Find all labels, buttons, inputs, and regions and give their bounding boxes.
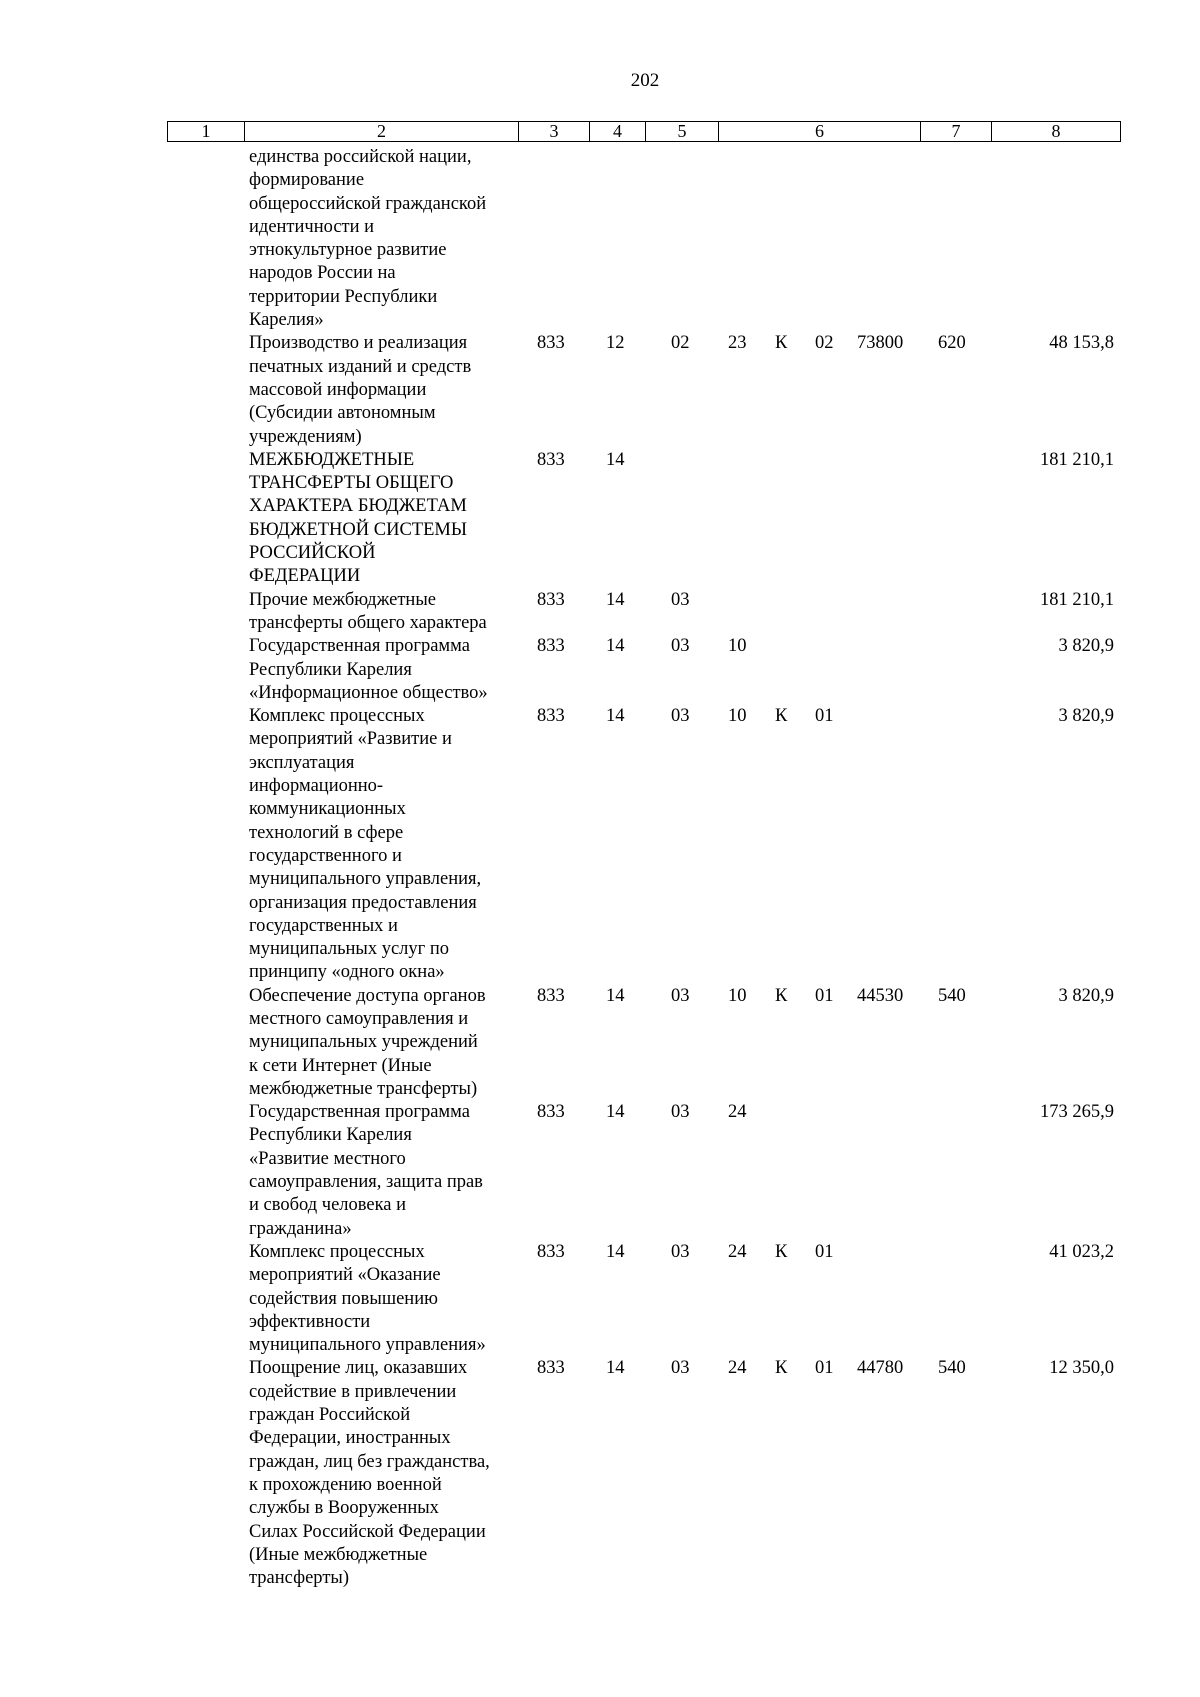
table-body bbox=[0, 146, 1200, 1590]
row-code-complex: 01 bbox=[815, 706, 834, 727]
row-code-section: 14 bbox=[606, 1102, 625, 1123]
header-col-5: 5 bbox=[646, 122, 719, 142]
table-row bbox=[0, 985, 1200, 1101]
row-code-expense-type: 540 bbox=[938, 985, 966, 1006]
row-code-section: 12 bbox=[606, 333, 625, 354]
row-code-admin: 833 bbox=[537, 1102, 565, 1123]
row-code-admin: 833 bbox=[537, 636, 565, 657]
row-code-complex: 01 bbox=[815, 985, 834, 1006]
row-description: Прочие межбюджетные трансферты общего характера bbox=[249, 589, 487, 633]
row-amount: 181 210,1 bbox=[1040, 449, 1114, 470]
row-code-section: 14 bbox=[606, 636, 625, 657]
row-code-admin: 833 bbox=[537, 449, 565, 470]
row-code-complex: 02 bbox=[815, 333, 834, 354]
row-description: Комплекс процессных мероприятий «Развитие и эксплуатация информационно- коммуникационных технологий в сфере государственного и муниципального управления, организация предоставления государственных и муниципальных услуг по принципу «одного окна» bbox=[249, 706, 482, 983]
row-code-section: 14 bbox=[606, 706, 625, 727]
row-amount: 12 350,0 bbox=[1049, 1358, 1114, 1379]
row-code-subsection: 02 bbox=[671, 333, 690, 354]
row-code-direction: 44530 bbox=[857, 985, 904, 1006]
row-code-letter: К bbox=[775, 706, 788, 727]
row-code-subsection: 03 bbox=[671, 636, 690, 657]
row-code-admin: 833 bbox=[537, 1241, 565, 1262]
row-code-letter: К bbox=[775, 333, 788, 354]
row-code-letter: К bbox=[775, 1358, 788, 1379]
row-amount: 48 153,8 bbox=[1049, 333, 1114, 354]
row-code-expense-type: 540 bbox=[938, 1358, 966, 1379]
header-col-3: 3 bbox=[519, 122, 590, 142]
row-code-subsection: 03 bbox=[671, 589, 690, 610]
row-code-program: 24 bbox=[728, 1102, 747, 1123]
row-code-subsection: 03 bbox=[671, 1102, 690, 1123]
table-row bbox=[0, 1357, 1200, 1590]
row-description: единства российской нации, формирование общероссийской гражданской идентичности и этнокультурное развитие народов России на территории Республики Карелия» bbox=[249, 147, 487, 331]
row-code-program: 24 bbox=[728, 1358, 747, 1379]
header-col-4: 4 bbox=[590, 122, 646, 142]
row-code-section: 14 bbox=[606, 589, 625, 610]
page-number: 202 bbox=[630, 70, 660, 91]
table-row bbox=[0, 705, 1200, 985]
header-col-7: 7 bbox=[921, 122, 992, 142]
row-code-letter: К bbox=[775, 1241, 788, 1262]
header-row bbox=[168, 122, 1121, 142]
row-description: Комплекс процессных мероприятий «Оказание содействия повышению эффективности муниципального управления» bbox=[249, 1241, 486, 1356]
row-code-complex: 01 bbox=[815, 1358, 834, 1379]
row-code-section: 14 bbox=[606, 1358, 625, 1379]
row-code-program: 10 bbox=[728, 706, 747, 727]
row-amount: 181 210,1 bbox=[1040, 589, 1114, 610]
row-code-admin: 833 bbox=[537, 589, 565, 610]
row-amount: 41 023,2 bbox=[1049, 1241, 1114, 1262]
row-code-subsection: 03 bbox=[671, 985, 690, 1006]
row-amount: 173 265,9 bbox=[1040, 1102, 1114, 1123]
row-code-subsection: 03 bbox=[671, 706, 690, 727]
row-description: Производство и реализация печатных изданий и средств массовой информации (Субсидии автономным учреждениям) bbox=[249, 333, 472, 447]
row-code-direction: 73800 bbox=[857, 333, 904, 354]
table-row bbox=[0, 635, 1200, 705]
row-code-admin: 833 bbox=[537, 1358, 565, 1379]
column-header-table bbox=[167, 121, 1121, 142]
row-amount: 3 820,9 bbox=[1058, 706, 1114, 727]
header-col-1: 1 bbox=[168, 122, 245, 142]
row-description: Обеспечение доступа органов местного самоуправления и муниципальных учреждений к сети Интернет (Иные межбюджетные трансферты) bbox=[249, 985, 486, 1099]
row-code-expense-type: 620 bbox=[938, 333, 966, 354]
row-code-direction: 44780 bbox=[857, 1358, 904, 1379]
table-row bbox=[0, 589, 1200, 636]
row-code-program: 10 bbox=[728, 985, 747, 1006]
table-row bbox=[0, 449, 1200, 589]
row-code-complex: 01 bbox=[815, 1241, 834, 1262]
row-code-letter: К bbox=[775, 985, 788, 1006]
row-code-program: 24 bbox=[728, 1241, 747, 1262]
row-code-section: 14 bbox=[606, 449, 625, 470]
header-col-2: 2 bbox=[245, 122, 519, 142]
row-code-subsection: 03 bbox=[671, 1241, 690, 1262]
row-code-program: 23 bbox=[728, 333, 747, 354]
row-code-admin: 833 bbox=[537, 706, 565, 727]
row-code-admin: 833 bbox=[537, 333, 565, 354]
header-col-6: 6 bbox=[719, 122, 921, 142]
table-row bbox=[0, 332, 1200, 448]
row-code-subsection: 03 bbox=[671, 1358, 690, 1379]
row-amount: 3 820,9 bbox=[1058, 636, 1114, 657]
row-code-section: 14 bbox=[606, 1241, 625, 1262]
table-row bbox=[0, 1101, 1200, 1241]
row-description: Государственная программа Республики Карелия «Развитие местного самоуправления, защита прав и свобод человека и гражданина» bbox=[249, 1102, 483, 1239]
row-description: Государственная программа Республики Карелия «Информационное общество» bbox=[249, 636, 488, 703]
row-code-section: 14 bbox=[606, 985, 625, 1006]
row-description: Поощрение лиц, оказавших содействие в привлечении граждан Российской Федерации, иностранных граждан, лиц без гражданства, к прохождению военной службы в Вооруженных Силах Российской Федерации (Иные межбюджетные трансферты) bbox=[249, 1358, 490, 1589]
header-col-8: 8 bbox=[992, 122, 1121, 142]
row-amount: 3 820,9 bbox=[1058, 985, 1114, 1006]
row-code-admin: 833 bbox=[537, 985, 565, 1006]
table-row bbox=[0, 146, 1200, 332]
table-row bbox=[0, 1241, 1200, 1357]
row-code-program: 10 bbox=[728, 636, 747, 657]
row-description: МЕЖБЮДЖЕТНЫЕ ТРАНСФЕРТЫ ОБЩЕГО ХАРАКТЕРА БЮДЖЕТАМ БЮДЖЕТНОЙ СИСТЕМЫ РОССИЙСКОЙ ФЕДЕРАЦИИ bbox=[249, 449, 467, 587]
